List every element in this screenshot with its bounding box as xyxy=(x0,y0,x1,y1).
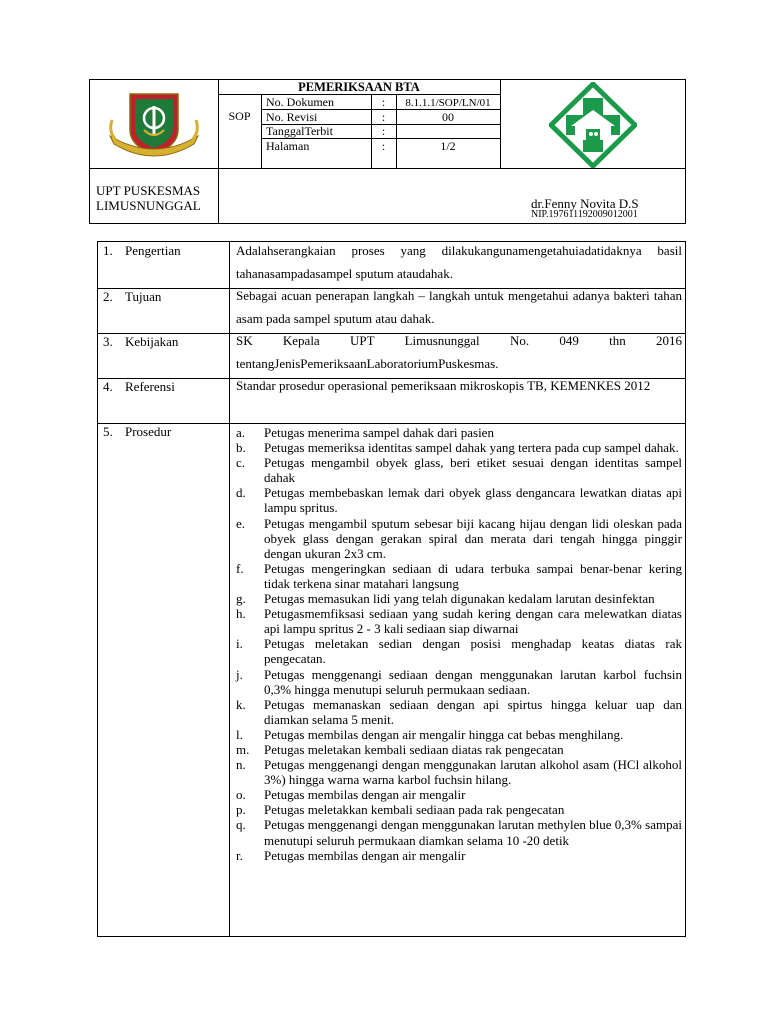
step-marker: g. xyxy=(236,591,246,607)
step-marker: l. xyxy=(236,726,243,742)
step-marker: i. xyxy=(236,636,243,652)
procedure-step xyxy=(236,667,682,697)
procedure-step xyxy=(236,591,682,606)
row-value-no-revisi: 00 xyxy=(442,110,454,124)
section-number: 5. xyxy=(103,424,113,439)
section-text-pengertian: Adalahserangkaian proses yang dilakukangunamengetahuiadatidaknya basil tahanasampadasampel sputum ataudahak. xyxy=(236,243,682,281)
row-value-halaman: 1/2 xyxy=(440,139,456,153)
org-name-line1: UPT PUSKESMAS xyxy=(96,183,201,198)
section-number: 1. xyxy=(103,243,113,258)
procedure-step xyxy=(236,485,682,515)
step-marker: r. xyxy=(236,847,243,863)
procedure-step xyxy=(236,742,682,757)
section-label-prosedur: Prosedur xyxy=(125,424,172,439)
procedure-step xyxy=(236,516,682,561)
step-text: Petugas membilas dengan air mengalir xyxy=(264,787,466,803)
step-marker: n. xyxy=(236,757,246,773)
signer-name: dr.Fenny Novita D.S xyxy=(531,196,639,211)
row-sep: : xyxy=(381,95,386,109)
sop-header-box xyxy=(89,79,686,224)
procedure-step xyxy=(236,757,682,787)
section-text-tujuan: Sebagai acuan penerapan langkah – langkah untuk mengetahui adanya bakteri tahan asam pada sampel sputum atau dahak. xyxy=(236,288,682,326)
section-number: 4. xyxy=(103,379,113,394)
step-text: Petugas mengeringkan sediaan di udara terbuka sampai benar-benar kering tidak terkena sinar matahari langsung xyxy=(264,560,682,591)
signer-nip: NIP.197611192009012001 xyxy=(531,209,638,220)
step-marker: q. xyxy=(236,817,246,833)
section-number: 2. xyxy=(103,289,113,304)
row-label-tanggal-terbit: TanggalTerbit xyxy=(266,124,333,138)
step-text: Petugas memasukan lidi yang telah digunakan kedalam larutan desinfektan xyxy=(264,591,655,607)
procedure-step xyxy=(236,561,682,591)
procedure-step xyxy=(236,787,682,802)
step-marker: d. xyxy=(236,485,246,501)
procedure-step xyxy=(236,727,682,742)
sop-label: SOP xyxy=(228,109,251,123)
step-marker: b. xyxy=(236,440,246,456)
step-text: Petugas membilas dengan air mengalir hingga cat bebas menghilang. xyxy=(264,726,624,742)
section-label-kebijakan: Kebijakan xyxy=(125,334,179,349)
procedure-step xyxy=(236,455,682,485)
step-marker: j. xyxy=(236,666,243,682)
row-label-no-dokumen: No. Dokumen xyxy=(266,95,334,109)
row-label-halaman: Halaman xyxy=(266,139,310,153)
procedure-step xyxy=(236,636,682,666)
procedure-step xyxy=(236,817,682,847)
section-label-pengertian: Pengertian xyxy=(125,243,181,258)
step-marker: f. xyxy=(236,560,244,576)
puskesmas-cross-logo-icon xyxy=(549,82,637,168)
step-text: Petugas menggenangi sediaan dengan menggunakan larutan karbol fuchsin 0,3% hingga menutupi seluruh permukaan sediaan. xyxy=(264,666,682,697)
procedure-step xyxy=(236,848,682,863)
section-text-kebijakan: SK Kepala UPT Limusnunggal No. 049 thn 2016 tentangJenisPemeriksaanLaboratoriumPuskesmas. xyxy=(236,333,682,371)
step-text: Petugas meletakan sedian dengan posisi menghadap keatas diatas rak pengecatan. xyxy=(264,636,682,667)
step-marker: c. xyxy=(236,455,246,471)
step-text: Petugas menerima sampel dahak dari pasien xyxy=(264,425,494,440)
step-text: Petugas menggenangi dengan menggunakan larutan alkohol asam (HCl alkohol 3%) hingga warna warna karbol fuchsin hilang. xyxy=(264,757,682,788)
step-text: Petugas menggenangi dengan menggunakan larutan methylen blue 0,3% sampai menutupi seluruh permukaan diamkan selama 10 -20 detik xyxy=(264,817,682,848)
row-value-no-dokumen: 8.1.1.1/SOP/LN/01 xyxy=(405,97,491,109)
org-name-line2: LIMUSNUNGGAL xyxy=(96,198,201,213)
step-marker: p. xyxy=(236,802,246,818)
procedure-step xyxy=(236,697,682,727)
step-text: Petugas mengambil sputum sebesar biji kacang hijau dengan lidi oleskan pada obyek glass dengan gerakan spiral dan merata dari tengah hingga pinggir dengan ukuran 2x3 cm. xyxy=(264,515,682,561)
procedure-step xyxy=(236,802,682,817)
row-sep: : xyxy=(381,124,386,138)
procedure-step xyxy=(236,606,682,636)
procedure-step xyxy=(236,425,682,440)
row-label-no-revisi: No. Revisi xyxy=(266,110,318,124)
section-text-referensi: Standar prosedur operasional pemeriksaan mikroskopis TB, KEMENKES 2012 xyxy=(236,378,651,393)
step-text: Petugas mengambil obyek glass, beri etiket sesuai dengan identitas sampel dahak xyxy=(264,455,682,486)
procedure-step-list xyxy=(236,425,682,863)
regional-emblem-icon xyxy=(108,90,200,160)
step-text: Petugasmemfiksasi sediaan yang sudah kering dengan cara melewatkan diatas api lampu spritus 2 - 3 kali sediaan siap diwarnai xyxy=(264,606,682,637)
document-title: PEMERIKSAAN BTA xyxy=(298,80,420,94)
step-marker: e. xyxy=(236,515,246,531)
row-sep: : xyxy=(381,139,386,153)
step-marker: h. xyxy=(236,606,246,622)
step-text: Petugas meletakan kembali sediaan diatas rak pengecatan xyxy=(264,741,564,757)
sop-content-table xyxy=(97,241,686,937)
step-text: Petugas membilas dengan air mengalir xyxy=(264,847,466,863)
section-number: 3. xyxy=(103,334,113,349)
section-label-referensi: Referensi xyxy=(125,379,175,394)
step-marker: k. xyxy=(236,696,246,712)
step-text: Petugas meletakkan kembali sediaan pada rak pengecatan xyxy=(264,802,565,818)
step-marker: o. xyxy=(236,787,246,803)
step-text: Petugas membebaskan lemak dari obyek glass dengancara lewatkan diatas api lampu spritus. xyxy=(264,485,682,516)
step-marker: m. xyxy=(236,741,250,757)
procedure-step xyxy=(236,440,682,455)
step-text: Petugas memeriksa identitas sampel dahak yang tertera pada cup sampel dahak. xyxy=(264,440,679,456)
section-label-tujuan: Tujuan xyxy=(125,289,162,304)
step-text: Petugas memanaskan sediaan dengan api spirtus hingga keluar uap dan diamkan selama 5 menit. xyxy=(264,696,682,727)
step-marker: a. xyxy=(236,425,246,440)
row-sep: : xyxy=(381,110,386,124)
